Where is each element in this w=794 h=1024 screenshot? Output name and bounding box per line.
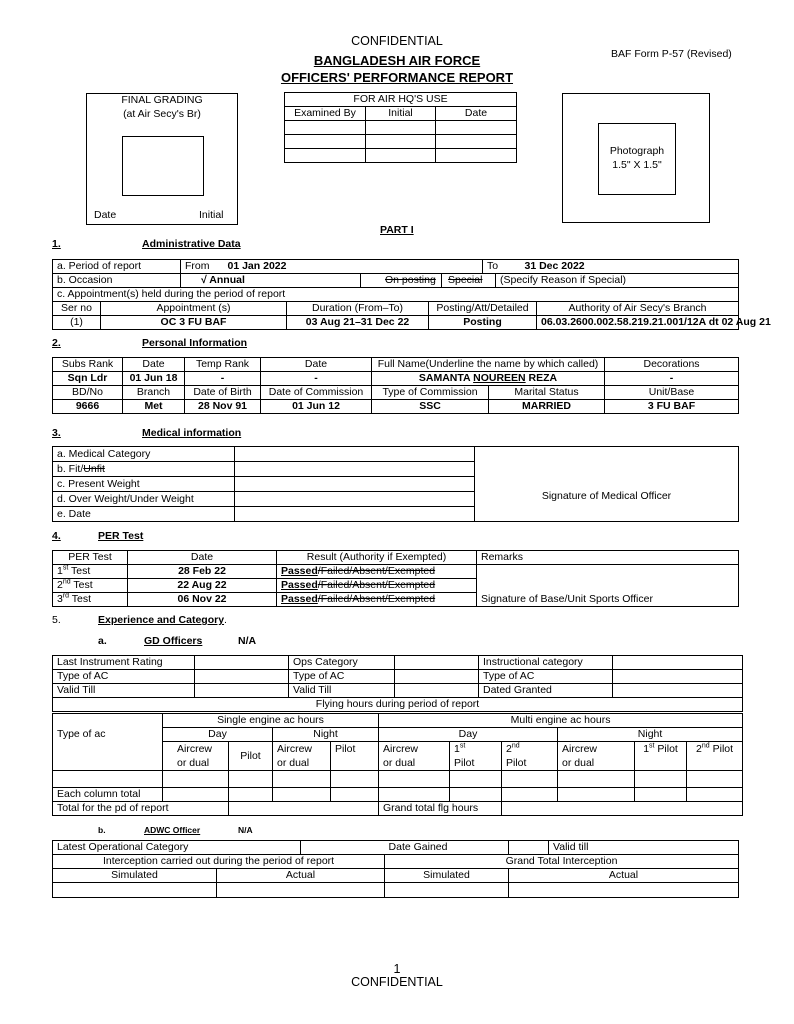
blank-cell[interactable]	[558, 771, 635, 788]
per-test-2-label: 2nd Test	[53, 579, 128, 593]
photograph-frame	[598, 123, 676, 195]
single-night-pilot: Pilot	[331, 742, 379, 771]
medical-date-value[interactable]	[235, 507, 475, 522]
blank-cell[interactable]	[273, 788, 331, 802]
multi-night-header: Night	[558, 728, 743, 742]
from-label: From	[181, 260, 224, 274]
temp-date-header: Date	[261, 358, 372, 372]
section-2-title: Personal Information	[142, 337, 248, 349]
name-called: NOUREEN	[473, 372, 526, 384]
multi-day-aircrew: Aircrew or dual	[379, 742, 450, 771]
grand-simulated-header: Simulated	[385, 869, 509, 883]
part-one-heading: PART I	[380, 224, 414, 236]
medical-officer-signature: Signature of Medical Officer	[475, 447, 739, 522]
blank-cell[interactable]	[301, 841, 385, 855]
blank-cell[interactable]	[331, 788, 379, 802]
actual-header: Actual	[217, 869, 385, 883]
final-grading-box	[86, 93, 238, 225]
medical-category-value[interactable]	[235, 447, 475, 462]
blank-cell[interactable]	[687, 771, 743, 788]
blank-cell[interactable]	[273, 771, 331, 788]
single-day-pilot: Pilot	[229, 742, 273, 771]
temp-rank-value: -	[185, 372, 261, 386]
single-day-aircrew: Aircrew or dual	[163, 742, 229, 771]
initial-header: Initial	[366, 107, 436, 121]
temp-date-value: -	[261, 372, 372, 386]
bd-no-value: 9666	[53, 400, 123, 414]
blank-cell[interactable]	[229, 771, 273, 788]
unfit-label: Unfit	[83, 462, 105, 475]
multi-day-first-pilot: 1st Pilot	[450, 742, 502, 771]
instructional-category-label: Instructional category	[479, 656, 613, 670]
dated-granted-label: Dated Granted	[479, 684, 613, 698]
section-3-number: 3.	[52, 427, 61, 439]
dob-header: Date of Birth	[185, 386, 261, 400]
blank-cell[interactable]	[385, 883, 509, 898]
per-test-3-date: 06 Nov 22	[128, 593, 277, 607]
branch-value: Met	[123, 400, 185, 414]
blank-cell[interactable]	[229, 788, 273, 802]
subs-rank-value: Sqn Ldr	[53, 372, 123, 386]
blank-cell[interactable]	[502, 771, 558, 788]
occasion-label: b. Occasion	[53, 274, 181, 288]
blank-cell[interactable]	[635, 771, 687, 788]
blank-cell[interactable]	[379, 771, 450, 788]
multi-day-header: Day	[379, 728, 558, 742]
blank-cell[interactable]	[163, 788, 229, 802]
appointment-value: OC 3 FU BAF	[101, 316, 287, 330]
section-5-title: Experience and Category	[98, 614, 225, 626]
type-of-ac-label: Type of AC	[479, 670, 613, 684]
form-number: BAF Form P-57 (Revised)	[611, 48, 732, 60]
blank-cell[interactable]	[379, 788, 450, 802]
interception-label: Interception carried out during the period of report	[53, 855, 385, 869]
adwc-valid-till	[549, 841, 739, 855]
blank-cell[interactable]	[558, 788, 635, 802]
examined-by-header: Examined By	[285, 107, 366, 121]
photograph-size: 1.5" X 1.5"	[612, 159, 662, 171]
temp-rank-header: Temp Rank	[185, 358, 261, 372]
per-result-header: Result (Authority if Exempted)	[277, 551, 477, 565]
blank-cell[interactable]	[285, 121, 366, 135]
blank-cell[interactable]	[366, 135, 436, 149]
adwc-officer-value: N/A	[238, 825, 253, 835]
blank-cell[interactable]	[436, 135, 517, 149]
over-under-weight-label: d. Over Weight/Under Weight	[53, 492, 235, 507]
dob-value: 28 Nov 91	[185, 400, 261, 414]
commission-date-header: Date of Commission	[261, 386, 372, 400]
multi-engine-header: Multi engine ac hours	[379, 714, 743, 728]
fit-label: b. Fit/	[57, 462, 84, 475]
commission-date-value: 01 Jun 12	[261, 400, 372, 414]
final-grading-subtitle: (at Air Secy's Br)	[123, 108, 201, 120]
occasion-note: (Specify Reason if Special)	[495, 274, 626, 287]
present-weight-value[interactable]	[235, 477, 475, 492]
air-hq-use-table	[284, 92, 517, 163]
valid-till-label: Valid Till	[289, 684, 395, 698]
grading-date-label: Date	[94, 209, 117, 221]
occasion-annual[interactable]: √ Annual	[181, 274, 361, 288]
section-1-title: Administrative Data	[142, 238, 241, 250]
subs-date-header: Date	[123, 358, 185, 372]
sub-a-number: a.	[98, 635, 107, 647]
blank-cell[interactable]	[613, 670, 743, 684]
blank-cell[interactable]	[509, 841, 549, 855]
blank-cell[interactable]	[53, 771, 163, 788]
flying-hours-heading: Flying hours during period of report	[53, 698, 743, 712]
blank-cell[interactable]	[395, 656, 479, 670]
to-value: 31 Dec 2022	[521, 260, 739, 274]
admin-period-table	[52, 259, 739, 288]
blank-cell[interactable]	[502, 788, 558, 802]
subs-rank-header: Subs Rank	[53, 358, 123, 372]
gd-officers-value: N/A	[238, 635, 257, 647]
photograph-label: Photograph	[609, 145, 665, 157]
grading-stamp-box	[122, 136, 204, 196]
marital-status-header: Marital Status	[489, 386, 605, 400]
blank-cell[interactable]	[195, 670, 289, 684]
per-test-3-result: Passed/Failed/Absent/Exempted	[277, 593, 477, 607]
per-test-1-label: 1st Test	[53, 565, 128, 579]
blank-cell[interactable]	[217, 883, 385, 898]
simulated-header: Simulated	[53, 869, 217, 883]
duration-header: Duration (From–To)	[287, 302, 429, 316]
commission-type-value: SSC	[372, 400, 489, 414]
grading-initial-label: Initial	[199, 209, 224, 221]
fit-unfit-label	[53, 462, 235, 477]
blank-cell[interactable]	[366, 121, 436, 135]
final-grading-title: FINAL GRADING	[121, 94, 203, 106]
blank-cell[interactable]	[613, 684, 743, 698]
per-test-1-result: Passed/Failed/Absent/Exempted	[277, 565, 477, 579]
branch-header: Branch	[123, 386, 185, 400]
blank-cell[interactable]	[195, 684, 289, 698]
blank-cell[interactable]	[53, 883, 217, 898]
single-day-header: Day	[163, 728, 273, 742]
blank-cell[interactable]	[450, 788, 502, 802]
ser-no-value: (1)	[53, 316, 101, 330]
date-header: Date	[436, 107, 517, 121]
single-engine-header: Single engine ac hours	[163, 714, 379, 728]
type-of-ac-label: Type of AC	[289, 670, 395, 684]
last-instrument-rating-label: Last Instrument Rating	[53, 656, 195, 670]
authority-header: Authority of Air Secy's Branch	[537, 302, 739, 316]
to-label: To	[483, 260, 521, 274]
blank-cell[interactable]	[436, 149, 517, 163]
grand-total-flg-label: Grand total flg hours	[379, 802, 502, 816]
total-pd-label: Total for the pd of report	[53, 802, 229, 816]
section-3-title: Medical information	[142, 427, 242, 439]
per-test-table	[52, 550, 739, 607]
section-4-title: PER Test	[98, 530, 144, 542]
flying-hours-table	[52, 713, 743, 816]
over-under-weight-value[interactable]	[235, 492, 475, 507]
posting-value: Posting	[429, 316, 537, 330]
blank-cell[interactable]	[331, 771, 379, 788]
adwc-officer-heading	[98, 825, 253, 835]
duration-value: 03 Aug 21–31 Dec 22	[287, 316, 429, 330]
medical-table	[52, 446, 739, 522]
type-of-ac-label: Type of AC	[53, 670, 195, 684]
bd-no-header: BD/No	[53, 386, 123, 400]
decorations-header: Decorations	[605, 358, 739, 372]
form-title-line2: OFFICERS' PERFORMANCE REPORT	[280, 70, 514, 85]
blank-cell[interactable]	[613, 656, 743, 670]
adwc-table	[52, 840, 739, 898]
period-label: a. Period of report	[53, 260, 181, 274]
total-pd-value[interactable]	[229, 802, 379, 816]
confidential-top: CONFIDENTIAL	[351, 34, 443, 48]
unit-base-header: Unit/Base	[605, 386, 739, 400]
per-test-3-label: 3rd Test	[53, 593, 128, 607]
medical-category-label: a. Medical Category	[53, 447, 235, 462]
confidential-bottom: CONFIDENTIAL	[351, 975, 443, 989]
personal-info-table	[52, 357, 739, 414]
section-4-heading	[52, 530, 143, 542]
multi-night-second-pilot: 2nd Pilot	[687, 742, 743, 771]
air-hq-use-title: FOR AIR HQ'S USE	[285, 93, 517, 107]
form-title-line1: BANGLADESH AIR FORCE	[313, 53, 481, 68]
per-test-1-date: 28 Feb 22	[128, 565, 277, 579]
section-1-heading	[52, 238, 241, 250]
blank-cell[interactable]	[195, 656, 289, 670]
gd-categories-table	[52, 655, 743, 712]
gd-officers-title: GD Officers	[144, 635, 203, 647]
valid-till-label: Valid Till	[53, 684, 195, 698]
occasion-on-posting[interactable]: On posting	[385, 274, 436, 286]
blank-cell[interactable]	[509, 883, 739, 898]
subs-date-value: 01 Jun 18	[123, 372, 185, 386]
full-name-header: Full Name(Underline the name by which called)	[372, 358, 605, 372]
decorations-value: -	[605, 372, 739, 386]
per-date-header: Date	[128, 551, 277, 565]
grand-total-flg-value[interactable]	[502, 802, 743, 816]
blank-cell[interactable]	[436, 121, 517, 135]
per-test-header: PER Test	[53, 551, 128, 565]
authority-value: 06.03.2600.002.58.219.21.001/12A dt 02 Aug 21	[537, 316, 739, 330]
section-3-heading	[52, 427, 241, 439]
appointment-header: Appointment (s)	[101, 302, 287, 316]
per-test-2-result: Passed/Failed/Absent/Exempted	[277, 579, 477, 593]
latest-op-category-label: Latest Operational Category	[53, 841, 301, 855]
blank-cell[interactable]	[395, 670, 479, 684]
section-4-number: 4.	[52, 530, 61, 542]
ser-no-header: Ser no	[53, 302, 101, 316]
appointments-table	[52, 287, 771, 330]
blank-cell[interactable]	[285, 149, 366, 163]
valid-till-label: Valid till	[553, 841, 589, 853]
marital-status-value: MARRIED	[489, 400, 605, 414]
unit-base-value: 3 FU BAF	[605, 400, 739, 414]
page-number: 1	[393, 962, 401, 976]
blank-cell[interactable]	[450, 771, 502, 788]
per-test-2-date: 22 Aug 22	[128, 579, 277, 593]
section-5-number: 5.	[52, 614, 61, 626]
occasion-special[interactable]: Special	[441, 274, 495, 287]
blank-cell[interactable]	[366, 149, 436, 163]
type-of-ac-header: Type of ac	[53, 714, 163, 771]
sub-b-number: b.	[98, 825, 106, 835]
sports-officer-signature: Signature of Base/Unit Sports Officer	[477, 565, 739, 607]
blank-cell[interactable]	[163, 771, 229, 788]
single-night-aircrew: Aircrew or dual	[273, 742, 331, 771]
single-night-header: Night	[273, 728, 379, 742]
photograph-box	[562, 93, 710, 223]
full-name-value	[372, 372, 605, 386]
blank-cell[interactable]	[285, 135, 366, 149]
adwc-officer-title: ADWC Officer	[144, 825, 201, 835]
name-first: SAMANTA	[418, 372, 471, 384]
per-remarks-header: Remarks	[477, 551, 739, 565]
blank-cell[interactable]	[395, 684, 479, 698]
posting-header: Posting/Att/Detailed	[429, 302, 537, 316]
medical-date-label: e. Date	[53, 507, 235, 522]
section-2-heading	[52, 337, 247, 349]
appointments-label: c. Appointment(s) held during the period of report	[53, 288, 739, 302]
from-value: 01 Jan 2022	[224, 260, 483, 274]
grand-actual-header: Actual	[509, 869, 739, 883]
section-5-heading: 5. Experience and Category.	[52, 614, 227, 626]
fit-unfit-value[interactable]	[235, 462, 475, 477]
date-gained-label: Date Gained	[385, 841, 509, 855]
name-last: REZA	[528, 372, 558, 384]
gd-officers-heading	[98, 635, 256, 647]
blank-cell[interactable]	[687, 788, 743, 802]
multi-night-first-pilot: 1st Pilot	[635, 742, 687, 771]
section-2-number: 2.	[52, 337, 61, 349]
multi-day-second-pilot: 2nd Pilot	[502, 742, 558, 771]
grand-interception-label: Grand Total Interception	[385, 855, 739, 869]
each-column-total-label: Each column total	[53, 788, 163, 802]
commission-type-header: Type of Commission	[372, 386, 489, 400]
present-weight-label: c. Present Weight	[53, 477, 235, 492]
section-1-number: 1.	[52, 238, 61, 250]
ops-category-label: Ops Category	[289, 656, 395, 670]
multi-night-aircrew: Aircrew or dual	[558, 742, 635, 771]
blank-cell[interactable]	[635, 788, 687, 802]
